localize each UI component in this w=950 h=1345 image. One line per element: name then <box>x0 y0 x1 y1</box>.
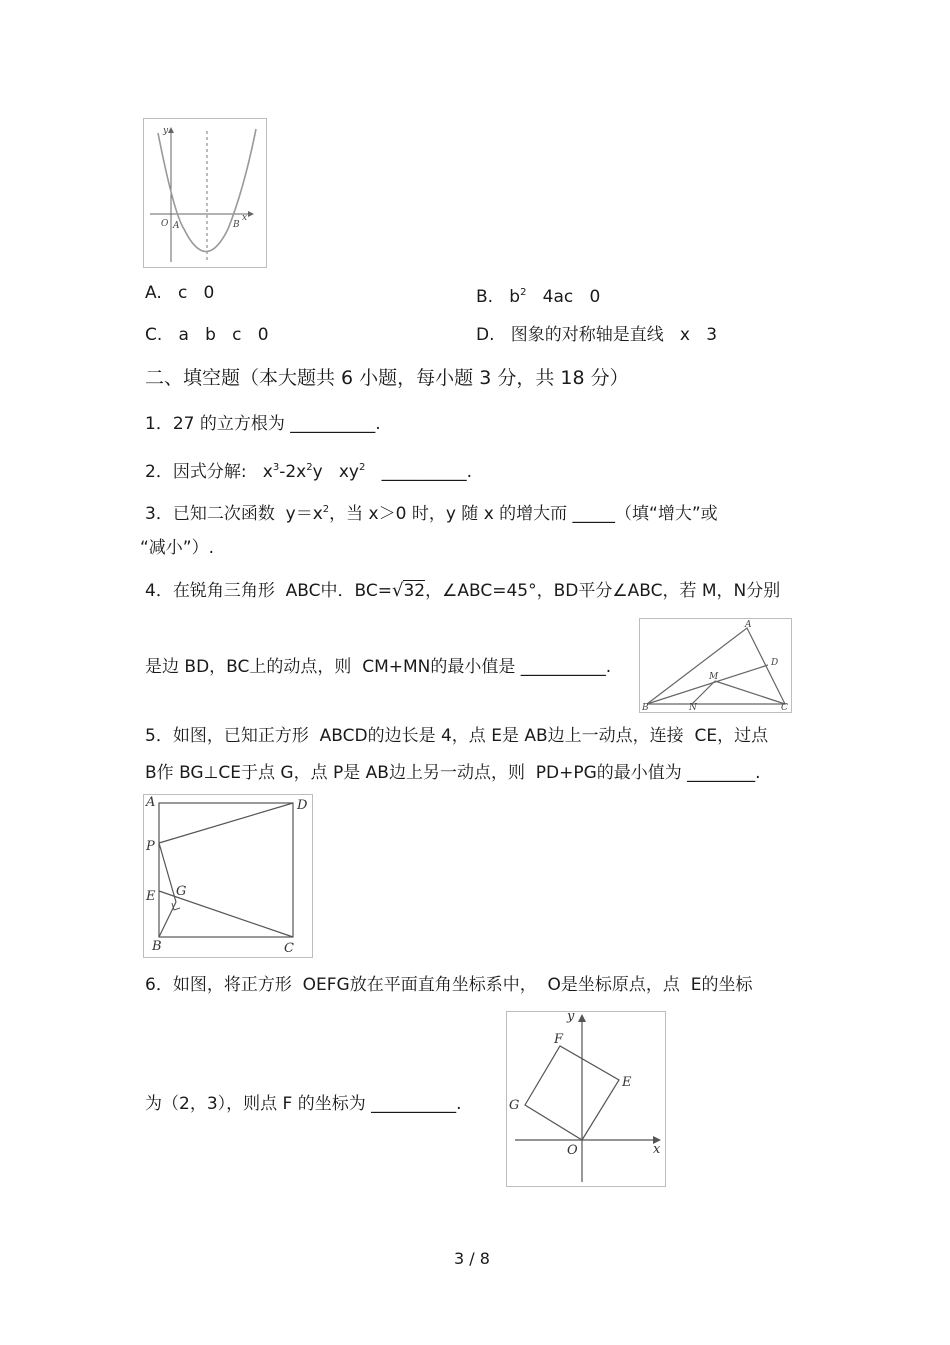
coordinate-figure <box>506 1011 666 1187</box>
question-2 <box>145 457 472 483</box>
triangle-figure <box>639 618 792 713</box>
question-4-sqrt-value: 32 <box>403 581 426 601</box>
question-5-line-2: B作 BG⊥CE于点 G，点 P是 AB边上另一动点，则 PD+PG的最小值为 ________. <box>145 763 761 783</box>
point-n-label: N <box>689 703 697 712</box>
question-5-number: 5． <box>145 726 173 746</box>
point-f-label: F <box>554 1032 564 1047</box>
question-2-mid-2: y xy <box>312 462 359 482</box>
x-axis-label: x <box>653 1142 661 1157</box>
option-a <box>145 282 214 304</box>
option-a-text: c 0 <box>177 283 215 303</box>
x-axis-label: x <box>242 213 248 223</box>
point-b-label: B <box>233 220 240 230</box>
point-b-label: B <box>642 703 649 712</box>
question-3 <box>145 499 718 525</box>
point-e-label: E <box>146 889 156 904</box>
point-e-label: E <box>622 1075 632 1090</box>
question-2-number: 2． <box>145 462 173 482</box>
point-m-label: M <box>709 672 719 682</box>
question-2-mid-1: -2x <box>279 462 307 482</box>
question-6-line-2: 为（2，3），则点 F 的坐标为 __________. <box>145 1094 462 1114</box>
question-5-line-1: 如图，已知正方形 ABCD的边长是 4，点 E是 AB边上一动点，连接 CE，过点 <box>172 726 769 746</box>
question-1 <box>145 413 381 435</box>
option-c-text: a b c 0 <box>178 325 269 345</box>
square-figure <box>143 794 313 958</box>
page-number: 3 / 8 <box>454 1249 490 1268</box>
point-c-label: C <box>284 941 294 956</box>
option-b-sup: 2 <box>520 287 527 298</box>
question-6 <box>145 974 752 996</box>
option-b-label: B. <box>476 287 494 307</box>
section-heading: 二、填空题（本大题共 6 小题，每小题 3 分，共 18 分） <box>145 367 629 389</box>
question-2-sup-3: 2 <box>359 462 366 473</box>
point-d-label: D <box>297 798 308 813</box>
question-4-line-2: 是边 BD，BC上的动点，则 CM+MN的最小值是 __________. <box>145 657 612 677</box>
question-4-number: 4． <box>145 581 173 601</box>
option-c <box>145 324 269 346</box>
question-3-line-2: “减小”）. <box>140 538 215 558</box>
option-c-label: C. <box>145 325 163 345</box>
question-3-post: ，当 x＞0 时，y 随 x 的增大而 _____（填“增大”或 <box>329 504 718 524</box>
point-g-label: G <box>509 1098 520 1113</box>
sqrt-symbol: √ <box>391 580 404 601</box>
option-d <box>476 324 717 346</box>
question-2-post: __________. <box>365 462 472 482</box>
option-a-label: A. <box>145 283 162 303</box>
point-c-label: C <box>781 703 788 712</box>
question-4-pre: 在锐角三角形 ABC中．BC= <box>172 581 392 601</box>
option-b-text: b <box>509 287 521 307</box>
option-b-text-post: 4ac 0 <box>526 287 601 307</box>
parabola-figure <box>143 118 267 268</box>
question-6-number: 6． <box>145 975 173 995</box>
question-6-line-1: 如图，将正方形 OEFG放在平面直角坐标系中， O是坐标原点，点 E的坐标 <box>172 975 753 995</box>
point-a-label: A <box>745 620 752 630</box>
question-3-number: 3． <box>145 504 173 524</box>
point-g-label: G <box>176 884 187 899</box>
option-d-text: 图象的对称轴是直线 x 3 <box>510 325 718 345</box>
origin-label: O <box>567 1143 578 1158</box>
question-2-sup-2: 2 <box>306 462 313 473</box>
option-b <box>476 282 600 308</box>
point-a-label: A <box>146 795 156 810</box>
question-2-sup-1: 3 <box>272 462 280 473</box>
y-axis-label: y <box>567 1012 575 1024</box>
question-5 <box>145 725 768 747</box>
point-p-label: P <box>146 839 155 854</box>
question-1-text: 27 的立方根为 __________. <box>172 414 381 434</box>
question-3-sup: 2 <box>322 504 330 515</box>
question-4 <box>145 580 780 602</box>
point-a-label: A <box>173 221 180 231</box>
origin-label: O <box>161 219 169 229</box>
point-d-label: D <box>771 658 779 668</box>
question-2-pre: 因式分解: x <box>172 462 273 482</box>
question-4-post: ，∠ABC=45°，BD平分∠ABC，若 M，N分别 <box>425 581 781 601</box>
point-b-label: B <box>152 939 162 954</box>
option-d-label: D. <box>476 325 495 345</box>
y-axis-label: y <box>163 126 169 136</box>
question-1-number: 1． <box>145 414 173 434</box>
question-3-pre: 已知二次函数 y＝x <box>172 504 323 524</box>
